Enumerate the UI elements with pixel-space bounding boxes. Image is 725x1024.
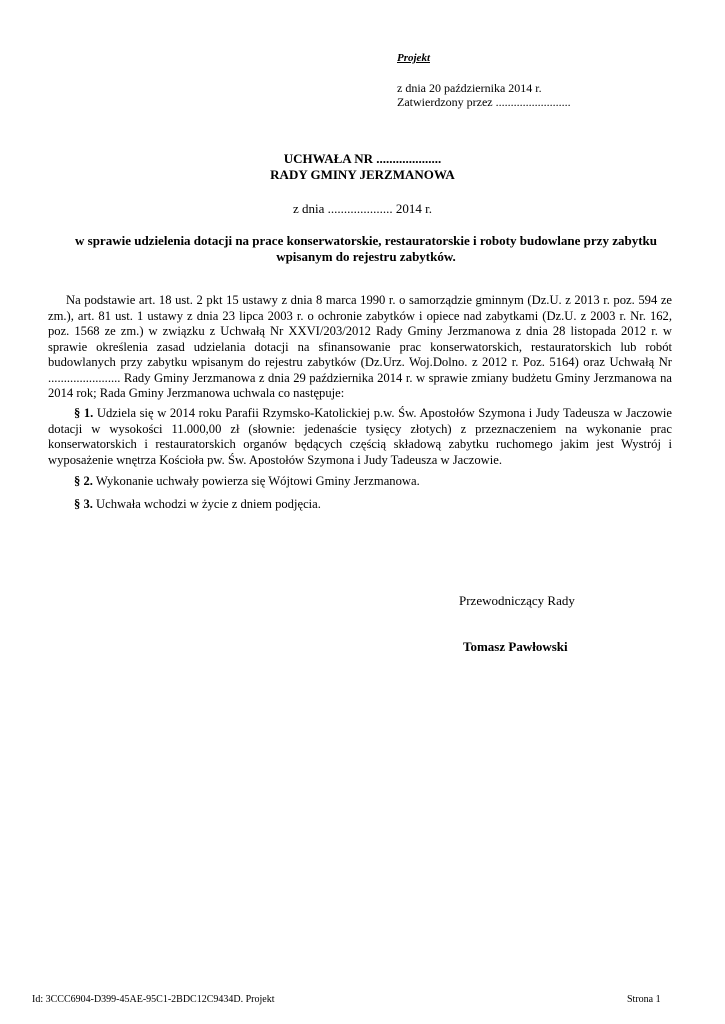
paragraph-2 (48, 474, 672, 490)
paragraph-3 (48, 497, 672, 513)
projekt-label: Projekt (397, 52, 430, 64)
draft-date-line: z dnia 20 października 2014 r. (397, 81, 542, 95)
document-id-footer: Id: 3CCC6904-D399-45AE-95C1-2BDC12C9434D. Projekt (32, 994, 275, 1005)
approved-by-line: Zatwierdzony przez ......................... (397, 95, 571, 109)
paragraph-2-mark: § 2. (74, 474, 93, 488)
resolution-number: UCHWAŁA NR .................... (283, 151, 442, 166)
paragraph-1-text: Udziela się w 2014 roku Parafii Rzymsko-Katolickiej p.w. Św. Apostołów Szymona i Judy Tadeusza w Jaczowie dotacji w wysokości 11.000,00 zł (słownie: jedenaście tysięcy złotych) z przeznaczeniem na wykonanie prac konserwatorskich i restauratorskich organów będących częścią składową zabytku ruchomego jakim jest Wystrój i wyposażenie wnętrza Kościoła pw. Św. Apostołów Szymona i Judy Tadeusza w Jaczowie. (48, 406, 673, 467)
paragraph-1-mark: § 1. (74, 406, 94, 420)
signature-role: Przewodniczący Rady (459, 593, 575, 608)
council-name: RADY GMINY JERZMANOWA (270, 167, 455, 182)
signature-name: Tomasz Pawłowski (463, 639, 568, 654)
resolution-title (0, 151, 725, 183)
paragraph-3-text: Uchwała wchodzi w życie z dniem podjęcia. (96, 497, 321, 511)
paragraph-2-text: Wykonanie uchwały powierza się Wójtowi Gminy Jerzmanowa. (95, 474, 420, 488)
session-date: z dnia .................... 2014 r. (292, 201, 432, 216)
paragraph-1 (48, 406, 672, 468)
page-number-footer: Strona 1 (627, 994, 661, 1005)
legal-basis-preamble: Na podstawie art. 18 ust. 2 pkt 15 ustawy z dnia 8 marca 1990 r. o samorządzie gminnym (Dz.U. z 2013 r. poz. 594 ze zm.), art. 81 ust. 1 ustawy z dnia 23 lipca 2003 r. o ochronie zabytków i opiece nad zabytkami (Dz.U. z 2003 r. Nr. 162, poz. 1568 ze zm.) w związku z Uchwałą Nr XXVI/203/2012 Rady Gminy Jerzmanowa z dnia 28 listopada 2012 r. w sprawie określenia zasad udzielania dotacji na sfinansowanie prac konserwatorskich, restauratorskich lub robót budowlanych przy zabytku wpisanym do rejestru zabytków (Dz.Urz. Woj.Dolno. z 2012 r. Poz. 5164) oraz Uchwałą Nr ....................... Rady Gminy Jerzmanowa z dnia 29 października 2014 r. w sprawie zmiany budżetu Gminy Jerzmanowa na 2014 rok; Rada Gminy Jerzmanowa uchwala co następuje: (48, 293, 672, 400)
resolution-subject: w sprawie udzielenia dotacji na prace konserwatorskie, restauratorskie i roboty budowlane przy zabytku wpisanym do rejestru zabytków. (75, 233, 657, 264)
paragraph-3-mark: § 3. (74, 497, 93, 511)
